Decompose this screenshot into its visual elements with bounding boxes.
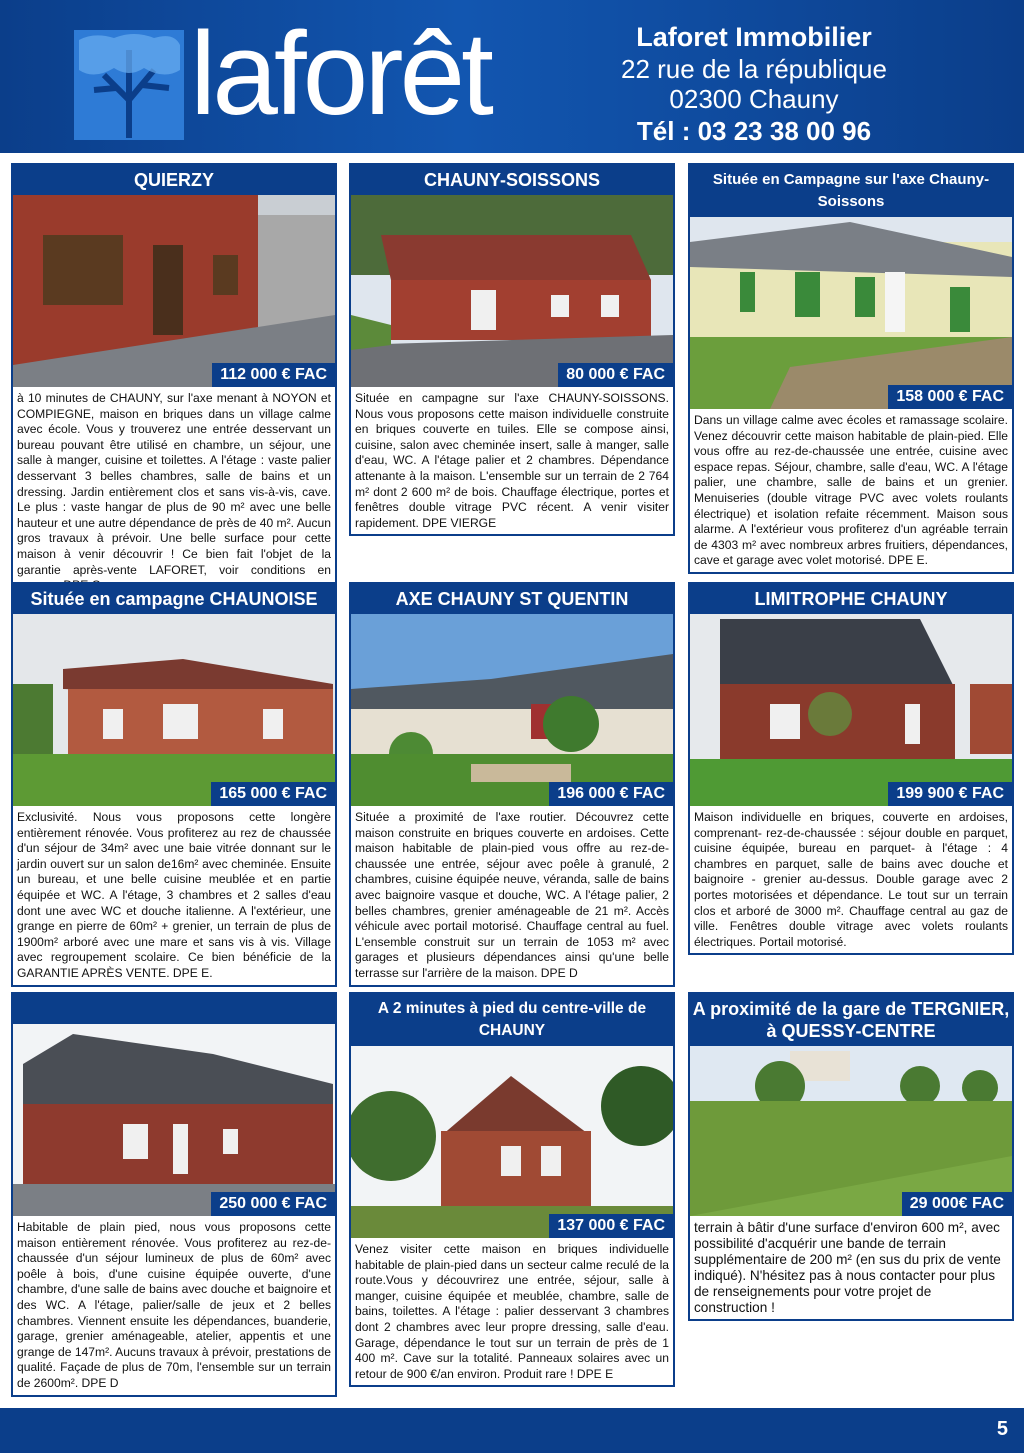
header-banner: [0, 0, 1024, 153]
listing-card-axe-chauny-st-quentin[interactable]: [349, 582, 675, 987]
listing-description: Venez visiter cette maison en briques individuelle habitable de plain-pied dans un secteur calme reculé de la route.Vous y découvrirez une entrée, séjour, salle à manger, cuisine équipée et meublée, chambre, salle de bains, toilettes. A l'étage : palier desservant 3 chambres dont 2 chambres avec leur propre dressing, salle d'eau. Garage, dépendance le tout sur un terrain de près de 1 400 m². Cave sur la totalité. Panneaux solaires avec un retour de 900 €/an environ. Produit rare ! DPE E: [355, 1242, 669, 1381]
listing-price: 112 000 € FAC: [212, 363, 335, 387]
footer-bar: [0, 1408, 1024, 1453]
listing-photo: [351, 195, 673, 387]
listing-card-limitrophe-chauny[interactable]: [688, 582, 1014, 955]
agency-phone: Tél : 03 23 38 00 96: [636, 116, 872, 146]
agency-info: [574, 20, 934, 148]
tree-logo-icon: [74, 30, 184, 140]
listing-title: A 2 minutes à pied du centre-ville de CHAUNY: [351, 994, 673, 1046]
listing-photo: [13, 195, 335, 387]
listing-photo: [351, 614, 673, 806]
listing-photo: [690, 1046, 1012, 1216]
listing-description: Dans un village calme avec écoles et ramassage scolaire. Venez découvrir cette maison habitable de plain-pied. Elle vous offre au rez-de-chaussée une entrée, cuisine avec espace repas. Séjour, chambre, salle d'eau, WC. A l'étage palier, une chambre, salle de bains et un grenier. Menuiseries (double vitrage PVC avec volets roulants électrique) et isolation refaite récemment. Maison sous alarme. A l'extérieur vous profiterez d'un agréable terrain de 4303 m² avec nombreux arbres fruitiers, dépendances, cave et garage avec volet motorisé. DPE E.: [694, 413, 1008, 568]
listing-title: [13, 994, 335, 1024]
listing-description: Habitable de plain pied, nous vous proposons cette maison entièrement rénovée. Vous profiterez au rez-de-chaussée d'un séjour lumineux de plus de 60m² avec poêle à bois, d'une cuisine équipée ouverte, d'une chambre, d'une salle de bains avec douche et baignoire et des WC. A l'étage, palier/salle de jeux et 2 belles chambres. Viennent ensuite les dépendances, buanderie, garage, grenier aménageable, atelier, appentis et une grange de 147m². Aucuns travaux à prévoir, prestations de qualité. Façade de plus de 70m, l'ensemble sur un terrain de 2600m². DPE D: [17, 1220, 331, 1390]
listing-card-centre-ville-chauny[interactable]: [349, 992, 675, 1387]
listing-photo: [13, 614, 335, 806]
listing-card-quessy-centre[interactable]: [688, 992, 1014, 1321]
listing-title: Située en Campagne sur l'axe Chauny-Soissons: [690, 165, 1012, 217]
agency-address-line1: 22 rue de la république: [621, 54, 887, 84]
listing-photo: [351, 1046, 673, 1238]
listing-description: Maison individuelle en briques, couverte en ardoises, comprenant- rez-de-chaussée : séjour double en parquet, cuisine équipée, bureau en parquet- à l'étage : 4 chambres en parquet, salle de bains avec douche et baignoire - grenier au-dessus. Double garage avec 2 portes motorisées et dépendance. Le tout sur un terrain clos et arboré de 3000 m². Chauffage central au gaz de ville. Fenêtres double vitrage avec volets roulants électriques. Portail motorisé.: [694, 810, 1008, 949]
agency-name: Laforet Immobilier: [636, 22, 872, 52]
listing-description: terrain à bâtir d'une surface d'environ 600 m², avec possibilité d'acquérir une bande de terrain supplémentaire de 200 m² (en sus du prix de vente indiqué). N'hésitez pas à nous contacter pour plus de renseignements pour votre projet de construction !: [694, 1220, 1001, 1315]
listing-photo: [690, 614, 1012, 806]
listing-price: 80 000 € FAC: [558, 363, 673, 387]
listing-price: 250 000 € FAC: [211, 1192, 335, 1216]
listing-title: CHAUNY-SOISSONS: [351, 165, 673, 195]
listing-price: 196 000 € FAC: [549, 782, 673, 806]
listing-description: Située en campagne sur l'axe CHAUNY-SOISSONS. Nous vous proposons cette maison individuelle construite en briques couverte en tuiles. Elle se compose ainsi, cuisine, salon avec cheminée insert, salle à manger, salle d'eau, WC. A l'étage palier et 2 chambres. Dépendance attenante à la maison. L'ensemble sur un terrain de 2 764 m² dont 2 600 m² de bois. Chauffage électrique, portes et fenêtres double vitrage PVC récent. A venir visiter rapidement. DPE VIERGE: [355, 391, 669, 530]
listing-title: Située en campagne CHAUNOISE: [13, 584, 335, 614]
listing-price: 165 000 € FAC: [211, 782, 335, 806]
listing-title: LIMITROPHE CHAUNY: [690, 584, 1012, 614]
listing-card-quierzy[interactable]: [11, 163, 337, 599]
listing-description: Située a proximité de l'axe routier. Découvrez cette maison construite en briques couverte en ardoises. Cette maison habitable de plain-pied vous offre au rez-de-chaussée une entrée, séjour avec poêle à granulé, 2 chambres, cuisine équipée neuve, véranda, salle de bains avec baignoire vasque et douche, WC. A l'étage palier, 2 belles chambres, grenier aménageable de 21 m². Accès véhicule avec portail motorisé. Chauffage central au fuel. L'ensemble construit sur un terrain de 1053 m² avec garages et plusieurs dépendances ainsi qu'une belle terrasse sur l'arrière de la maison. DPE D: [355, 810, 669, 980]
listing-title: A proximité de la gare de TERGNIER, à QUESSY-CENTRE: [690, 994, 1012, 1046]
page-number: 5: [996, 1418, 1008, 1440]
listing-price: 137 000 € FAC: [549, 1214, 673, 1238]
listing-description: Exclusivité. Nous vous proposons cette longère entièrement rénovée. Vous profiterez au rez de chaussée d'un séjour de 34m² avec une baie vitrée donnant sur le jardin ouvert sur un salon de16m² avec cheminée. Ensuite un bureau, et une belle cuisine meublée et en partie équipée et WC. A l'étage, 3 chambres et 2 salles d'eau dont une avec WC et douche italienne. A l'extérieur, une grange en pierre de 60m² + grenier, un terrain de plus de 1900m² arboré avec une mare et sans vis à vis. Village avec regroupement scolaire. Ce bien bénéficie de la GARANTIE APRÈS VENTE. DPE E.: [17, 810, 331, 980]
listing-price: 199 900 € FAC: [888, 782, 1012, 806]
listing-description: à 10 minutes de CHAUNY, sur l'axe menant à NOYON et COMPIEGNE, maison en briques dans un village calme avec école. Vous y trouverez une entrée desservant un bureau pouvant être utilisé en chambre, un séjour, une salle à manger, cuisine et toilettes. A l'étage : vaste palier desservant 3 belles chambres, salle de bains et un dressing. Jardin entièrement clos et sans vis-à-vis, cave. Le plus : vaste hangar de plus de 90 m² avec une belle hauteur et une autre dépendance de près de 40 m². Aucun gros travaux à prévoir. Une belle surface pour cette maison à venir découvrir ! Ce bien fait l'objet de la garantie après-vente LAFORET, voir conditions en: [17, 391, 331, 577]
listing-card-chaunoise[interactable]: [11, 582, 337, 987]
listing-title: QUIERZY: [13, 165, 335, 195]
listing-title: AXE CHAUNY ST QUENTIN: [351, 584, 673, 614]
listing-price: 158 000 € FAC: [888, 385, 1012, 409]
listing-card-campagne-axe[interactable]: [688, 163, 1014, 574]
agency-address-line2: 02300 Chauny: [669, 84, 839, 114]
listing-price: 29 000€ FAC: [902, 1192, 1012, 1216]
listing-card-chauny-soissons[interactable]: [349, 163, 675, 536]
listing-card-plain-pied-renovee[interactable]: [11, 992, 337, 1397]
listing-photo: [13, 1024, 335, 1216]
listing-photo: [690, 217, 1012, 409]
logo-wordmark: laforêt: [190, 8, 490, 140]
